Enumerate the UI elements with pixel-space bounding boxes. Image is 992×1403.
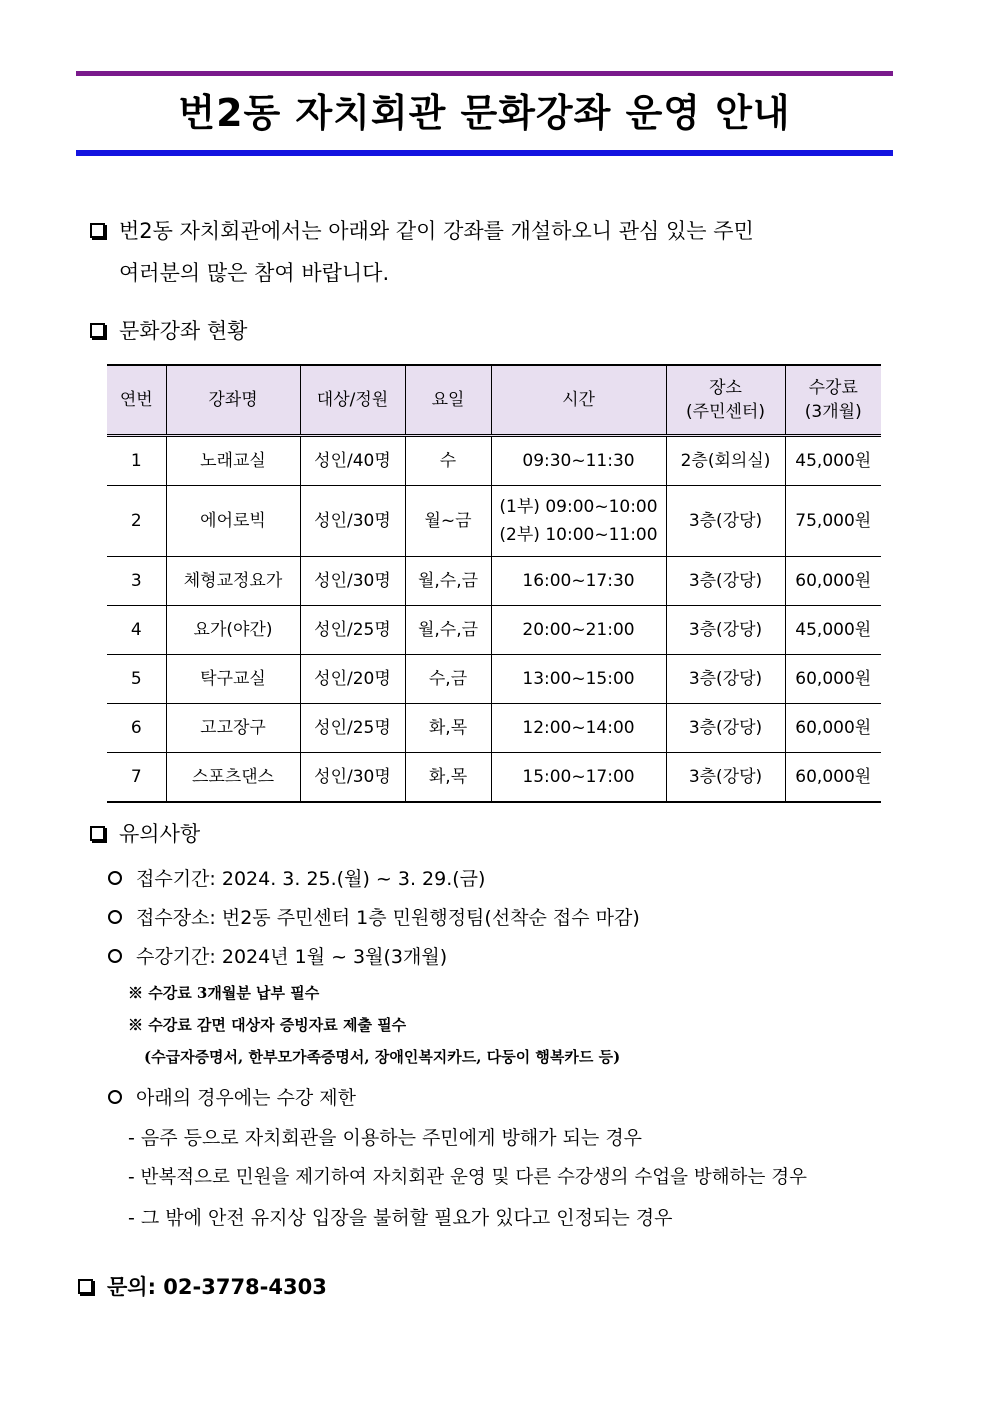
col-header-place: [666, 365, 785, 436]
note-bullet-text: 아래의 경우에는 수강 제한: [136, 1087, 357, 1109]
remark-detail: (수급자증명서, 한부모가족증명서, 장애인복지카드, 다둥이 행복카드 등): [144, 1048, 621, 1066]
col-header-day: 요일: [405, 365, 491, 436]
notes-section-heading: [90, 819, 200, 849]
cell-time: 12:00~14:00: [491, 704, 666, 753]
circle-bullet-icon: [108, 910, 122, 924]
table-row: [107, 557, 881, 606]
cell-target: 성인/25명: [300, 704, 405, 753]
cell-name: 고고장구: [166, 704, 300, 753]
cell-no: 2: [107, 486, 166, 557]
remark-line: ※ 수강료 3개월분 납부 필수: [128, 984, 320, 1002]
notes-heading-text: 유의사항: [119, 822, 201, 846]
remark-line: ※ 수강료 감면 대상자 증빙자료 제출 필수: [128, 1016, 407, 1034]
cell-time-part2: (2부) 10:00~11:00: [499, 525, 658, 545]
col-header-fee-line1: 수강료: [808, 378, 858, 398]
cell-place: 3층(강당): [666, 486, 785, 557]
courses-heading-text: 문화강좌 현황: [119, 319, 248, 343]
cell-place: 3층(강당): [666, 606, 785, 655]
restriction-item: - 음주 등으로 자치회관을 이용하는 주민에게 방해가 되는 경우: [128, 1127, 643, 1149]
note-bullet: [108, 1079, 908, 1118]
cell-no: 3: [107, 557, 166, 606]
col-header-time: 시간: [491, 365, 666, 436]
cell-no: 6: [107, 704, 166, 753]
cell-day: 화,목: [405, 753, 491, 803]
cell-fee: 60,000원: [785, 704, 881, 753]
circle-bullet-icon: [108, 1090, 122, 1104]
checkbox-square-icon: [90, 323, 105, 338]
cell-time: 13:00~15:00: [491, 655, 666, 704]
cell-no: 7: [107, 753, 166, 803]
col-header-no: 연번: [107, 365, 166, 436]
cell-fee: 45,000원: [785, 606, 881, 655]
col-header-fee-line2: (3개월): [804, 402, 862, 422]
page-title: 번2동 자치회관 문화강좌 운영 안내: [178, 91, 791, 135]
col-header-fee: [785, 365, 881, 436]
contact-line: [78, 1272, 327, 1302]
col-header-place-line2: (주민센터): [686, 402, 765, 422]
courses-section-heading: [90, 316, 247, 346]
cell-target: 성인/20명: [300, 655, 405, 704]
cell-target: 성인/30명: [300, 753, 405, 803]
note-bullet-text: 접수기간: 2024. 3. 25.(월) ~ 3. 29.(금): [136, 868, 486, 890]
col-header-target: 대상/정원: [300, 365, 405, 436]
table-row: [107, 704, 881, 753]
cell-target: 성인/40명: [300, 436, 405, 486]
cell-day: 월,수,금: [405, 557, 491, 606]
table-row: [107, 436, 881, 486]
table-row: [107, 606, 881, 655]
cell-time: [491, 486, 666, 557]
notes-list: [108, 860, 908, 1238]
cell-time-part1: (1부) 09:00~10:00: [499, 497, 658, 517]
table-row: [107, 753, 881, 803]
intro-paragraph: [90, 210, 890, 294]
circle-bullet-icon: [108, 871, 122, 885]
cell-day: 수: [405, 436, 491, 486]
cell-name: 스포츠댄스: [166, 753, 300, 803]
checkbox-square-icon: [90, 826, 105, 841]
cell-name: 탁구교실: [166, 655, 300, 704]
cell-no: 5: [107, 655, 166, 704]
circle-bullet-icon: [108, 949, 122, 963]
cell-fee: 75,000원: [785, 486, 881, 557]
cell-place: 3층(강당): [666, 704, 785, 753]
intro-line-2: 여러분의 많은 참여 바랍니다.: [119, 261, 390, 285]
note-bullet: [108, 860, 908, 899]
cell-name: 노래교실: [166, 436, 300, 486]
cell-day: 화,목: [405, 704, 491, 753]
cell-fee: 45,000원: [785, 436, 881, 486]
cell-no: 1: [107, 436, 166, 486]
cell-place: 3층(강당): [666, 655, 785, 704]
cell-name: 체형교정요가: [166, 557, 300, 606]
col-header-place-line1: 장소: [709, 378, 742, 398]
cell-fee: 60,000원: [785, 557, 881, 606]
table-row: [107, 655, 881, 704]
restriction-item: - 반복적으로 민원을 제기하여 자치회관 운영 및 다른 수강생의 수업을 방해하는 경우: [128, 1167, 807, 1188]
cell-time: 15:00~17:00: [491, 753, 666, 803]
cell-day: 월~금: [405, 486, 491, 557]
checkbox-square-icon: [90, 223, 105, 238]
cell-target: 성인/30명: [300, 557, 405, 606]
cell-time: 20:00~21:00: [491, 606, 666, 655]
note-bullet: [108, 938, 908, 977]
note-bullet: [108, 899, 908, 938]
note-bullet-text: 접수장소: 번2동 주민센터 1층 민원행정팀(선착순 접수 마감): [136, 907, 640, 929]
table-header-row: [107, 365, 881, 436]
cell-name: 에어로빅: [166, 486, 300, 557]
title-rule-bottom: [76, 150, 893, 156]
cell-target: 성인/25명: [300, 606, 405, 655]
contact-text: 문의: 02-3778-4303: [107, 1275, 327, 1299]
cell-day: 수,금: [405, 655, 491, 704]
cell-target: 성인/30명: [300, 486, 405, 557]
checkbox-square-icon: [78, 1279, 93, 1294]
cell-day: 월,수,금: [405, 606, 491, 655]
courses-table: [107, 364, 881, 803]
cell-fee: 60,000원: [785, 753, 881, 803]
note-bullet-text: 수강기간: 2024년 1월 ~ 3월(3개월): [136, 946, 448, 968]
cell-no: 4: [107, 606, 166, 655]
cell-time: 16:00~17:30: [491, 557, 666, 606]
cell-place: 2층(회의실): [666, 436, 785, 486]
cell-place: 3층(강당): [666, 753, 785, 803]
cell-place: 3층(강당): [666, 557, 785, 606]
intro-line-1: 번2동 자치회관에서는 아래와 같이 강좌를 개설하오니 관심 있는 주민: [119, 219, 754, 243]
title-rule-top: [76, 71, 893, 76]
table-row: [107, 486, 881, 557]
restriction-item: - 그 밖에 안전 유지상 입장을 불허할 필요가 있다고 인정되는 경우: [128, 1207, 673, 1229]
col-header-name: 강좌명: [166, 365, 300, 436]
cell-time: 09:30~11:30: [491, 436, 666, 486]
cell-name: 요가(야간): [166, 606, 300, 655]
cell-fee: 60,000원: [785, 655, 881, 704]
